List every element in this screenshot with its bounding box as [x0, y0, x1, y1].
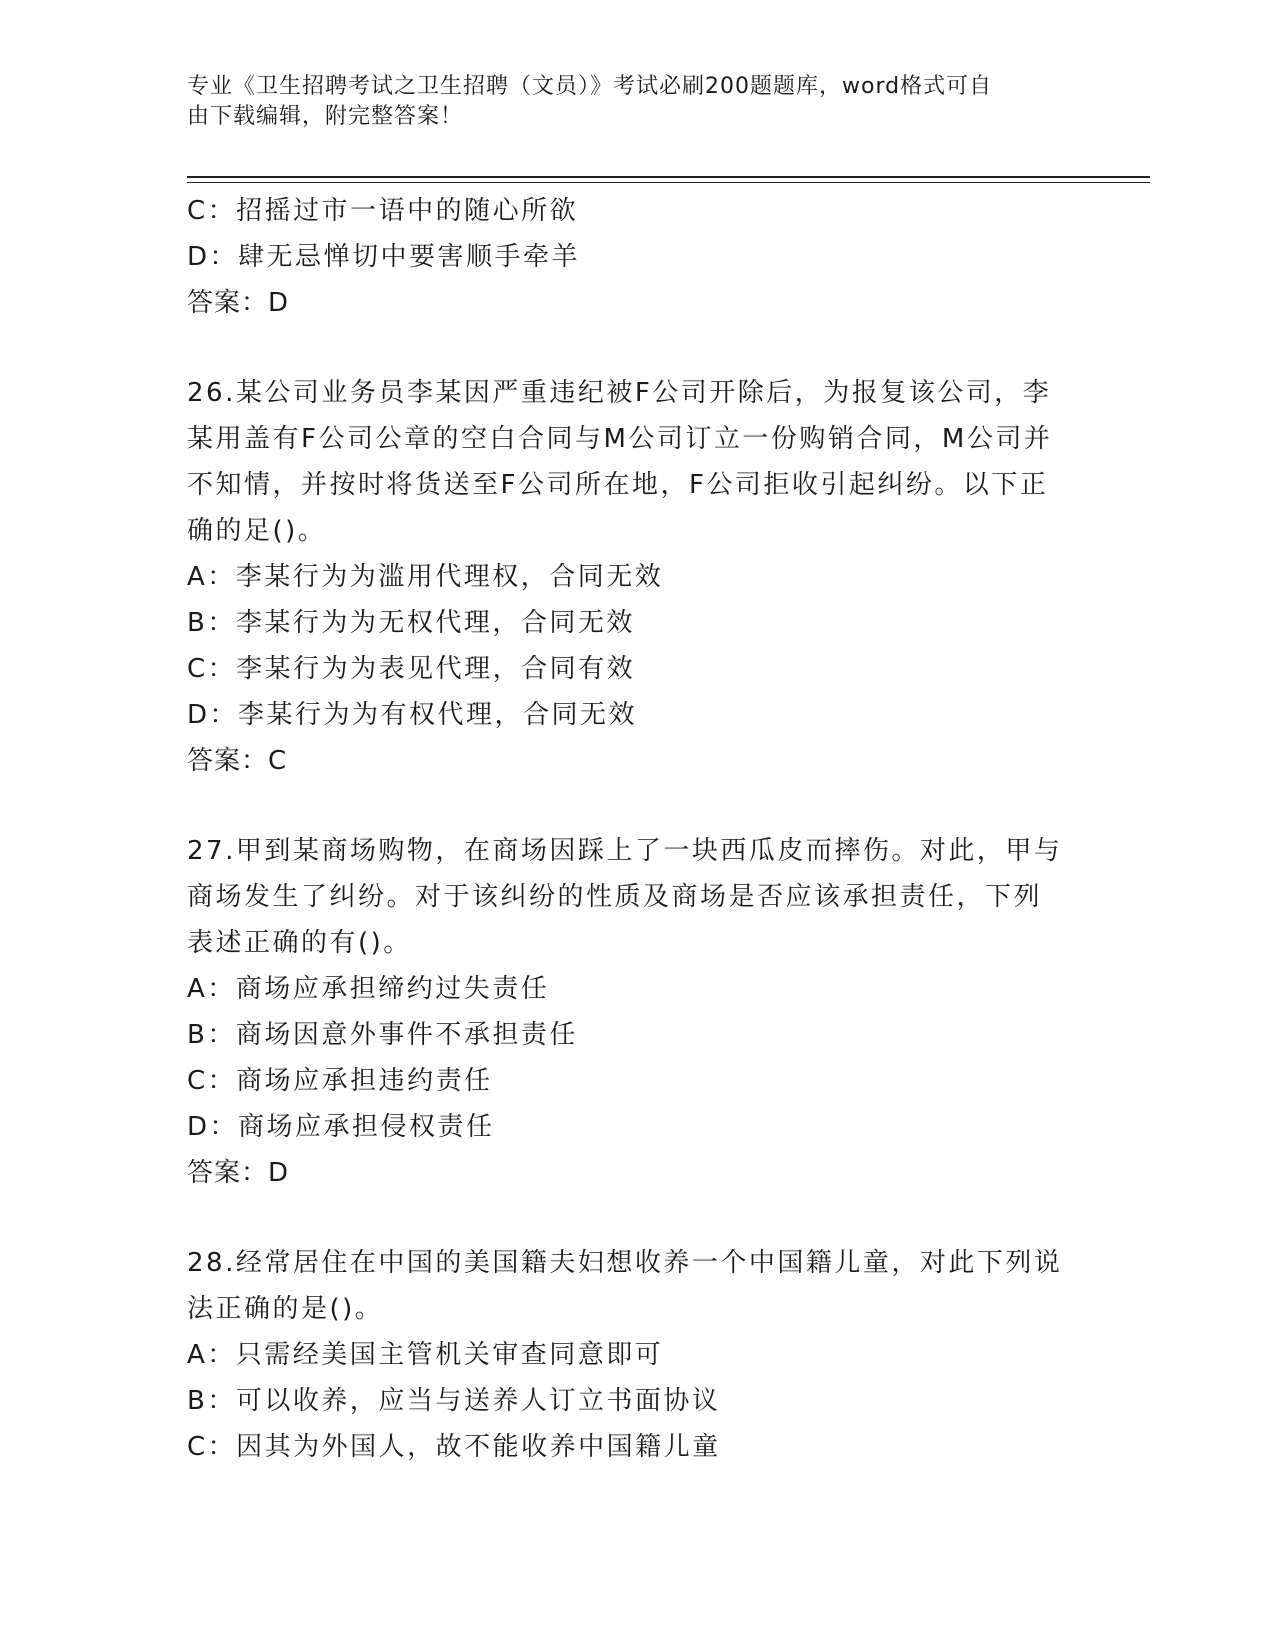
- spacer: [187, 784, 1087, 828]
- question-text-line: 不知情，并按时将货送至F公司所在地，F公司拒收引起纠纷。以下正: [187, 470, 1049, 500]
- question-28: [187, 1240, 1087, 1470]
- option-c: C：商场应承担违约责任: [187, 1066, 493, 1096]
- spacer: [187, 1196, 1087, 1240]
- answer-line: 答案：D: [187, 1158, 290, 1188]
- question-26: [187, 370, 1087, 784]
- header-divider-thick: [187, 176, 1150, 178]
- carryover-block: [187, 188, 1087, 326]
- question-text-line: 确的足()。: [187, 516, 327, 546]
- option-d: D：李某行为为有权代理，合同无效: [187, 700, 638, 730]
- option-b: B：可以收养，应当与送养人订立书面协议: [187, 1386, 721, 1416]
- option-c: C：招摇过市一语中的随心所欲: [187, 196, 579, 226]
- question-27: [187, 828, 1087, 1196]
- header-divider-thin: [187, 182, 1150, 183]
- answer-line: 答案：C: [187, 746, 288, 776]
- question-text-line: 28.经常居住在中国的美国籍夫妇想收养一个中国籍儿童，对此下列说: [187, 1248, 1063, 1278]
- option-a: A：李某行为为滥用代理权，合同无效: [187, 562, 664, 592]
- option-b: B：李某行为为无权代理，合同无效: [187, 608, 635, 638]
- question-text-line: 商场发生了纠纷。对于该纠纷的性质及商场是否应该承担责任，下列: [187, 882, 1043, 912]
- option-d: D：肆无忌惮切中要害顺手牵羊: [187, 242, 581, 272]
- answer-line: 答案：D: [187, 288, 290, 318]
- option-c: C：因其为外国人，故不能收养中国籍儿童: [187, 1432, 721, 1462]
- option-a: A：商场应承担缔约过失责任: [187, 974, 550, 1004]
- header-line: 专业《卫生招聘考试之卫生招聘（文员）》考试必刷200题题库，word格式可自: [187, 74, 993, 99]
- option-b: B：商场因意外事件不承担责任: [187, 1020, 578, 1050]
- option-c: C：李某行为为表见代理，合同有效: [187, 654, 636, 684]
- question-text-line: 27.甲到某商场购物，在商场因踩上了一块西瓜皮而摔伤。对此，甲与: [187, 836, 1063, 866]
- question-content: [187, 188, 1087, 1470]
- document-header: [187, 72, 1067, 132]
- question-text-line: 26.某公司业务员李某因严重违纪被F公司开除后，为报复该公司，李: [187, 378, 1052, 408]
- header-line: 由下载编辑，附完整答案！: [187, 104, 464, 129]
- option-d: D：商场应承担侵权责任: [187, 1112, 495, 1142]
- question-text-line: 某用盖有F公司公章的空白合同与M公司订立一份购销合同，M公司并: [187, 424, 1053, 454]
- question-text-line: 法正确的是()。: [187, 1294, 384, 1324]
- question-text-line: 表述正确的有()。: [187, 928, 412, 958]
- option-a: A：只需经美国主管机关审查同意即可: [187, 1340, 664, 1370]
- spacer: [187, 326, 1087, 370]
